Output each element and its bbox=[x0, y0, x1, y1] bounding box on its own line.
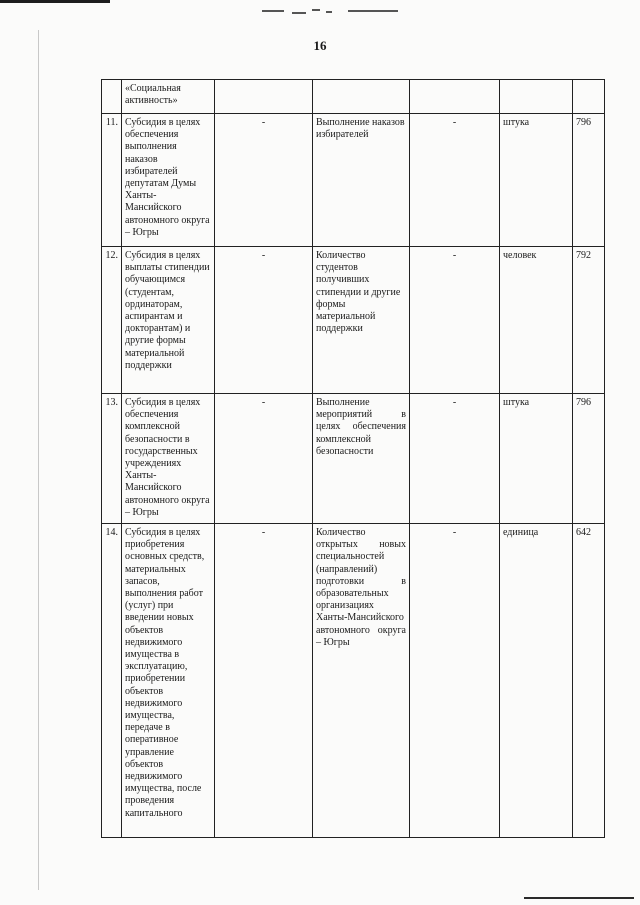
cell-dash bbox=[410, 80, 500, 114]
unit-code: 796 bbox=[573, 114, 605, 247]
table-row bbox=[102, 80, 605, 114]
unit-name: штука bbox=[500, 394, 573, 524]
row-number: 11. bbox=[102, 114, 122, 247]
indicator-name: Количество студентов получивших стипендии и другие формы материальной поддержки bbox=[313, 247, 410, 394]
indicator-name: Выполнение наказов избирателей bbox=[313, 114, 410, 247]
subsidy-name: «Социальная активность» bbox=[122, 80, 215, 114]
subsidy-name: Субсидия в целях приобретения основных средств, материальных запасов, выполнения работ (услуг) при введении новых объектов недвижимого имущества в эксплуатацию, приобретении объектов недвижимого имущества, передаче в оперативное управление объектов недвижимого имущества, после проведения капитального bbox=[122, 524, 215, 838]
cell-dash: - bbox=[215, 247, 313, 394]
cell-dash: - bbox=[410, 524, 500, 838]
cell-dash: - bbox=[215, 524, 313, 838]
cell-dash: - bbox=[410, 247, 500, 394]
row-number: 13. bbox=[102, 394, 122, 524]
cell-dash: - bbox=[410, 394, 500, 524]
subsidy-name: Субсидия в целях обеспечения выполнения наказов избирателей депутатам Думы Ханты-Мансийского автономного округа – Югры bbox=[122, 114, 215, 247]
subsidy-table bbox=[101, 79, 605, 838]
cell-dash: - bbox=[410, 114, 500, 247]
subsidy-name: Субсидия в целях выплаты стипендии обучающимся (студентам, ординаторам, аспирантам и докторантам) и другие формы материальной поддержки bbox=[122, 247, 215, 394]
row-number: 14. bbox=[102, 524, 122, 838]
page-number: 16 bbox=[313, 38, 327, 53]
row-number bbox=[102, 80, 122, 114]
unit-code: 642 bbox=[573, 524, 605, 838]
table-row bbox=[102, 247, 605, 394]
row-number: 12. bbox=[102, 247, 122, 394]
cell-dash: - bbox=[215, 394, 313, 524]
scan-edge-left bbox=[38, 30, 39, 890]
unit-name: штука bbox=[500, 114, 573, 247]
indicator-name bbox=[313, 80, 410, 114]
unit-code bbox=[573, 80, 605, 114]
scan-edge-bottom bbox=[524, 897, 634, 899]
unit-name: человек bbox=[500, 247, 573, 394]
unit-code: 796 bbox=[573, 394, 605, 524]
scan-edge-top bbox=[0, 0, 110, 3]
subsidy-name: Субсидия в целях обеспечения комплексной безопасности в государственных учреждениях Ханты-Мансийского автономного округа – Югры bbox=[122, 394, 215, 524]
cell-dash: - bbox=[215, 114, 313, 247]
table-row bbox=[102, 394, 605, 524]
table-row bbox=[102, 114, 605, 247]
scan-artifact bbox=[262, 7, 402, 17]
unit-code: 792 bbox=[573, 247, 605, 394]
indicator-name: Выполнение мероприятий в целях обеспечения комплексной безопасности bbox=[313, 394, 410, 524]
table-row bbox=[102, 524, 605, 838]
unit-name: единица bbox=[500, 524, 573, 838]
cell-dash bbox=[215, 80, 313, 114]
unit-name bbox=[500, 80, 573, 114]
indicator-name: Количество открытых новых специальностей (направлений) подготовки в образовательных организациях Ханты-Мансийского автономного округа – Югры bbox=[313, 524, 410, 838]
